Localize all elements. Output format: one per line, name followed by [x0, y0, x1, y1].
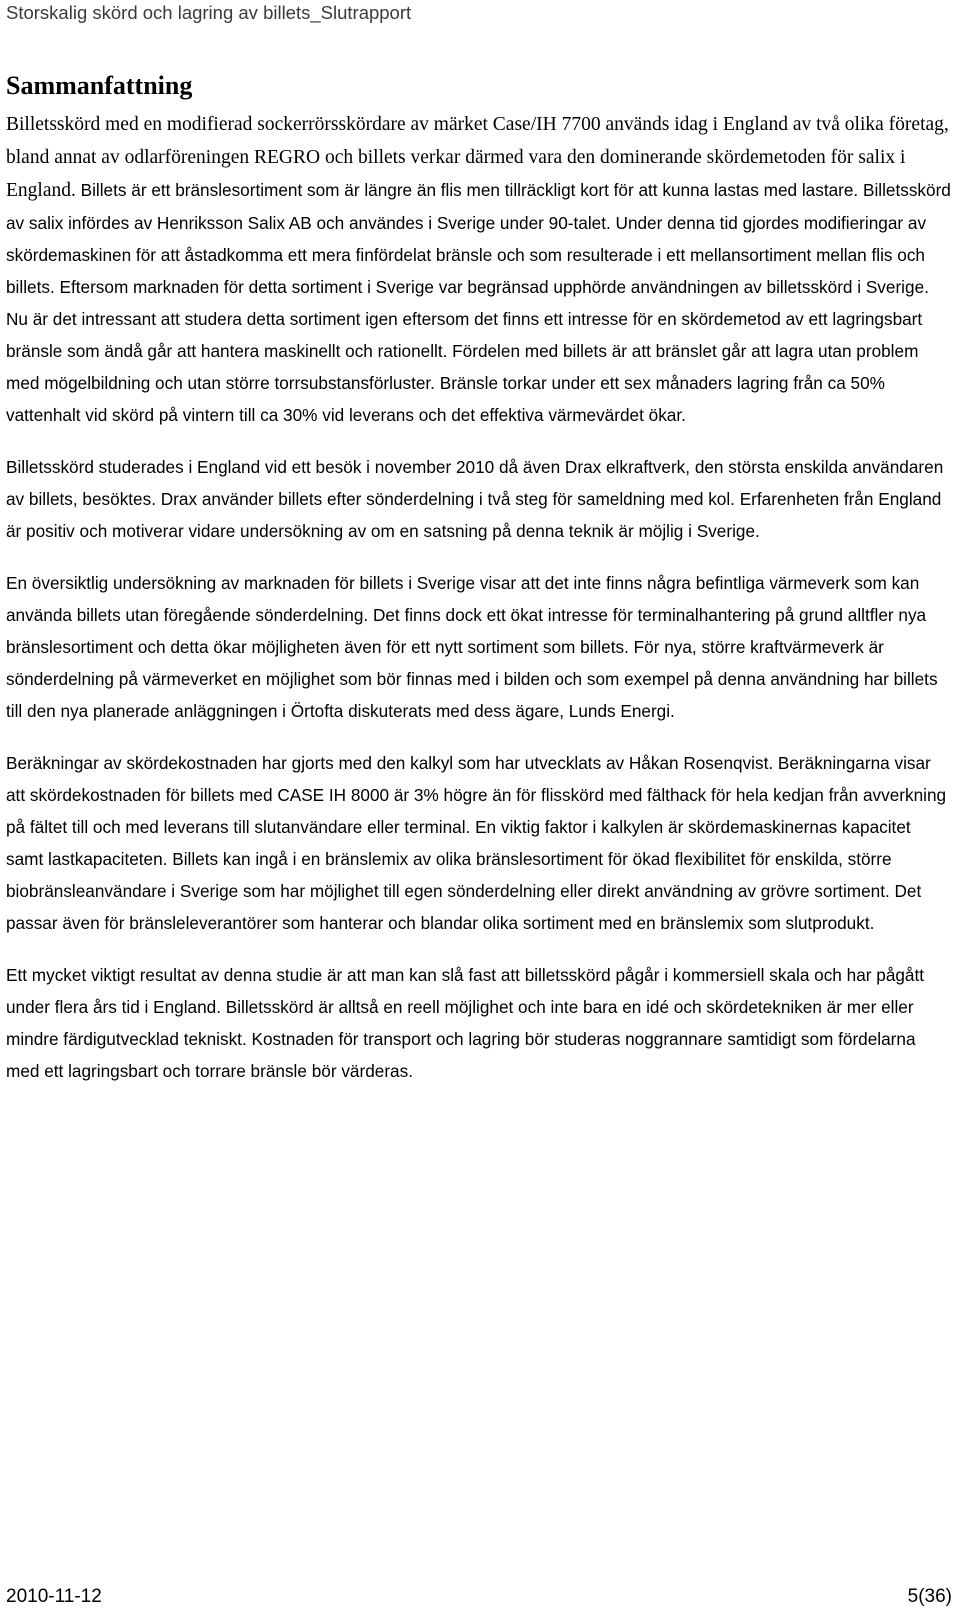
paragraph-5: Ett mycket viktigt resultat av denna studie är att man kan slå fast att billetsskörd pågår i kommersiell skala och har pågått under flera års tid i England. Billetsskörd är alltså en reell möjlighet och inte bara en idé och skördetekniken är mer eller mindre färdigutvecklad tekniskt. Kostnaden för transport och lagring bör studeras noggrannare samtidigt som fördelarna med ett lagringsbart och torrare bränsle bör värderas.	[6, 965, 925, 1081]
page-number: 5(36)	[907, 1586, 952, 1607]
summary-body	[6, 108, 951, 1107]
paragraph-2: Billetsskörd studerades i England vid ett besök i november 2010 då även Drax elkraftverk, den största enskilda användaren av billets, besöktes. Drax använder billets efter sönderdelning i två steg för sameldning med kol. Erfarenheten från England är positiv och motiverar vidare undersökning av om en satsning på denna teknik är möjlig i Sverige.	[6, 457, 944, 541]
paragraph-3: En översiktlig undersökning av marknaden för billets i Sverige visar att det inte finns några befintliga värmeverk som kan använda billets utan föregående sönderdelning. Det finns dock ett ökat intresse för terminalhantering på grund alltfler nya bränslesortiment och detta ökar möjligheten även för ett nytt sortiment som billets. För nya, större kraftvärmeverk är sönderdelning på värmeverket en möjlighet som bör finnas med i bilden och som exempel på denna användning har billets till den nya planerade anläggningen i Örtofta diskuterats med dess ägare, Lunds Energi.	[6, 573, 938, 721]
document-header: Storskalig skörd och lagring av billets_Slutrapport	[6, 2, 412, 23]
paragraph-1-serif-text: Billetsskörd med en modifierad sockerrörsskördare av märket Case/IH 7700 används idag i England av två olika företag, bland annat av odlarföreningen REGRO och billets verkar därmed vara den dominerande skördemetoden för salix i England.	[6, 114, 949, 201]
paragraph-1-text: Billets är ett bränslesortiment som är längre än flis men tillräckligt kort för att kunna lastas med lastare. Billetsskörd av salix infördes av Henriksson Salix AB och användes i Sverige under 90-talet. Under denna tid gjordes modifieringar av skördemaskinen för att åstadkomma ett mera finfördelat bränsle och som resulterade i ett mellansortiment mellan flis och billets. Eftersom marknaden för detta sortiment i Sverige var begränsad upphörde användningen av billetsskörd i Sverige. Nu är det intressant att studera detta sortiment igen eftersom det finns ett intresse för en skördemetod av ett lagringsbart bränsle som ändå går att hantera maskinellt och rationellt. Fördelen med billets är att bränslet går att lagra utan problem med mögelbildning och utan större torrsubstansförluster. Bränsle torkar under ett sex månaders lagring från ca 50% vattenhalt vid skörd på vintern till ca 30% vid leverans och det effektiva värmevärdet ökar.	[6, 180, 951, 425]
footer-date: 2010-11-12	[6, 1586, 102, 1607]
section-heading: Sammanfattning	[6, 71, 193, 100]
paragraph-4: Beräkningar av skördekostnaden har gjorts med den kalkyl som har utvecklats av Håkan Rosenqvist. Beräkningarna visar att skördekostnaden för billets med CASE IH 8000 är 3% högre än för flisskörd med fälthack för hela kedjan från avverkning på fältet till och med leverans till slutanvändare eller terminal. En viktig faktor i kalkylen är skördemaskinernas kapacitet samt lastkapaciteten. Billets kan ingå i en bränslemix av olika bränslesortiment för ökad flexibilitet för enskilda, större biobränsleanvändare i Sverige som har möjlighet till egen sönderdelning eller direkt användning av grövre sortiment. Det passar även för bränsleleverantörer som hanterar och blandar olika sortiment med en bränslemix som slutprodukt.	[6, 753, 947, 933]
paragraph-1	[6, 108, 951, 431]
